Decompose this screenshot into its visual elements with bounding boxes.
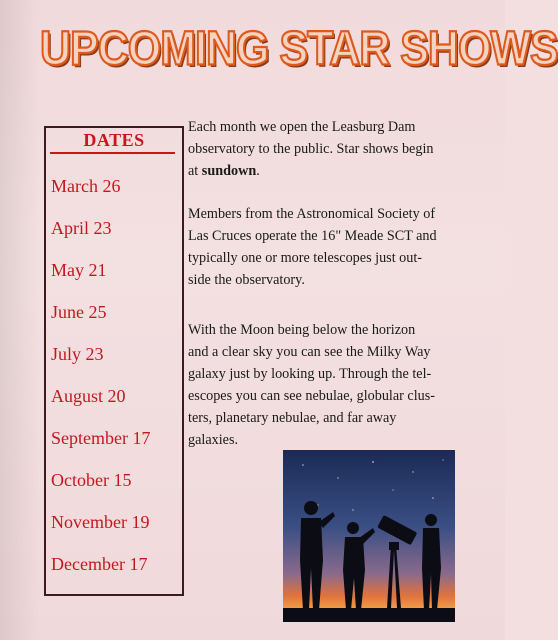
- paragraph-line: galaxies.: [188, 432, 239, 448]
- paragraph-line: typically one or more telescopes just out-: [188, 250, 423, 266]
- text-span: .: [256, 163, 260, 179]
- paragraph-line: escopes you can see nebulae, globular clus-: [188, 388, 436, 404]
- emphasis-sundown: sundown: [201, 163, 257, 179]
- text-span: at: [188, 163, 202, 179]
- intro-paragraph: [188, 116, 488, 182]
- paragraph-line: Each month we open the Leasburg Dam: [188, 119, 416, 135]
- paragraph-line: side the observatory.: [188, 272, 305, 288]
- date-item: May 21: [51, 260, 107, 280]
- page-title: UPCOMING STAR SHOWS: [40, 22, 558, 76]
- date-item: March 26: [51, 176, 121, 196]
- paragraph-line: With the Moon being below the horizon: [188, 322, 416, 338]
- paragraph-line: galaxy just by looking up. Through the tel-: [188, 366, 432, 382]
- paragraph-line: Las Cruces operate the 16" Meade SCT and: [188, 228, 437, 244]
- paragraph-line: and a clear sky you can see the Milky Way: [188, 344, 431, 360]
- dates-header-underline: [50, 152, 175, 154]
- members-paragraph: [188, 203, 488, 291]
- date-item: October 15: [51, 470, 132, 490]
- paragraph-line: Members from the Astronomical Society of: [188, 206, 436, 222]
- stargazers-photo: [283, 450, 455, 622]
- date-item: April 23: [51, 218, 112, 238]
- date-item: August 20: [51, 386, 126, 406]
- stargazers-silhouette-icon: [283, 450, 455, 622]
- paragraph-line: ters, planetary nebulae, and far away: [188, 410, 397, 426]
- date-item: July 23: [51, 344, 104, 364]
- date-item: December 17: [51, 554, 148, 574]
- paragraph-line: observatory to the public. Star shows begin: [188, 141, 434, 157]
- milky-way-paragraph: [188, 319, 488, 451]
- page-edge-shadow: [0, 0, 40, 640]
- dates-box: [44, 126, 184, 596]
- dates-header: DATES: [83, 130, 145, 150]
- paragraph-line: [188, 160, 488, 182]
- date-item: November 19: [51, 512, 150, 532]
- date-item: June 25: [51, 302, 107, 322]
- date-item: September 17: [51, 428, 151, 448]
